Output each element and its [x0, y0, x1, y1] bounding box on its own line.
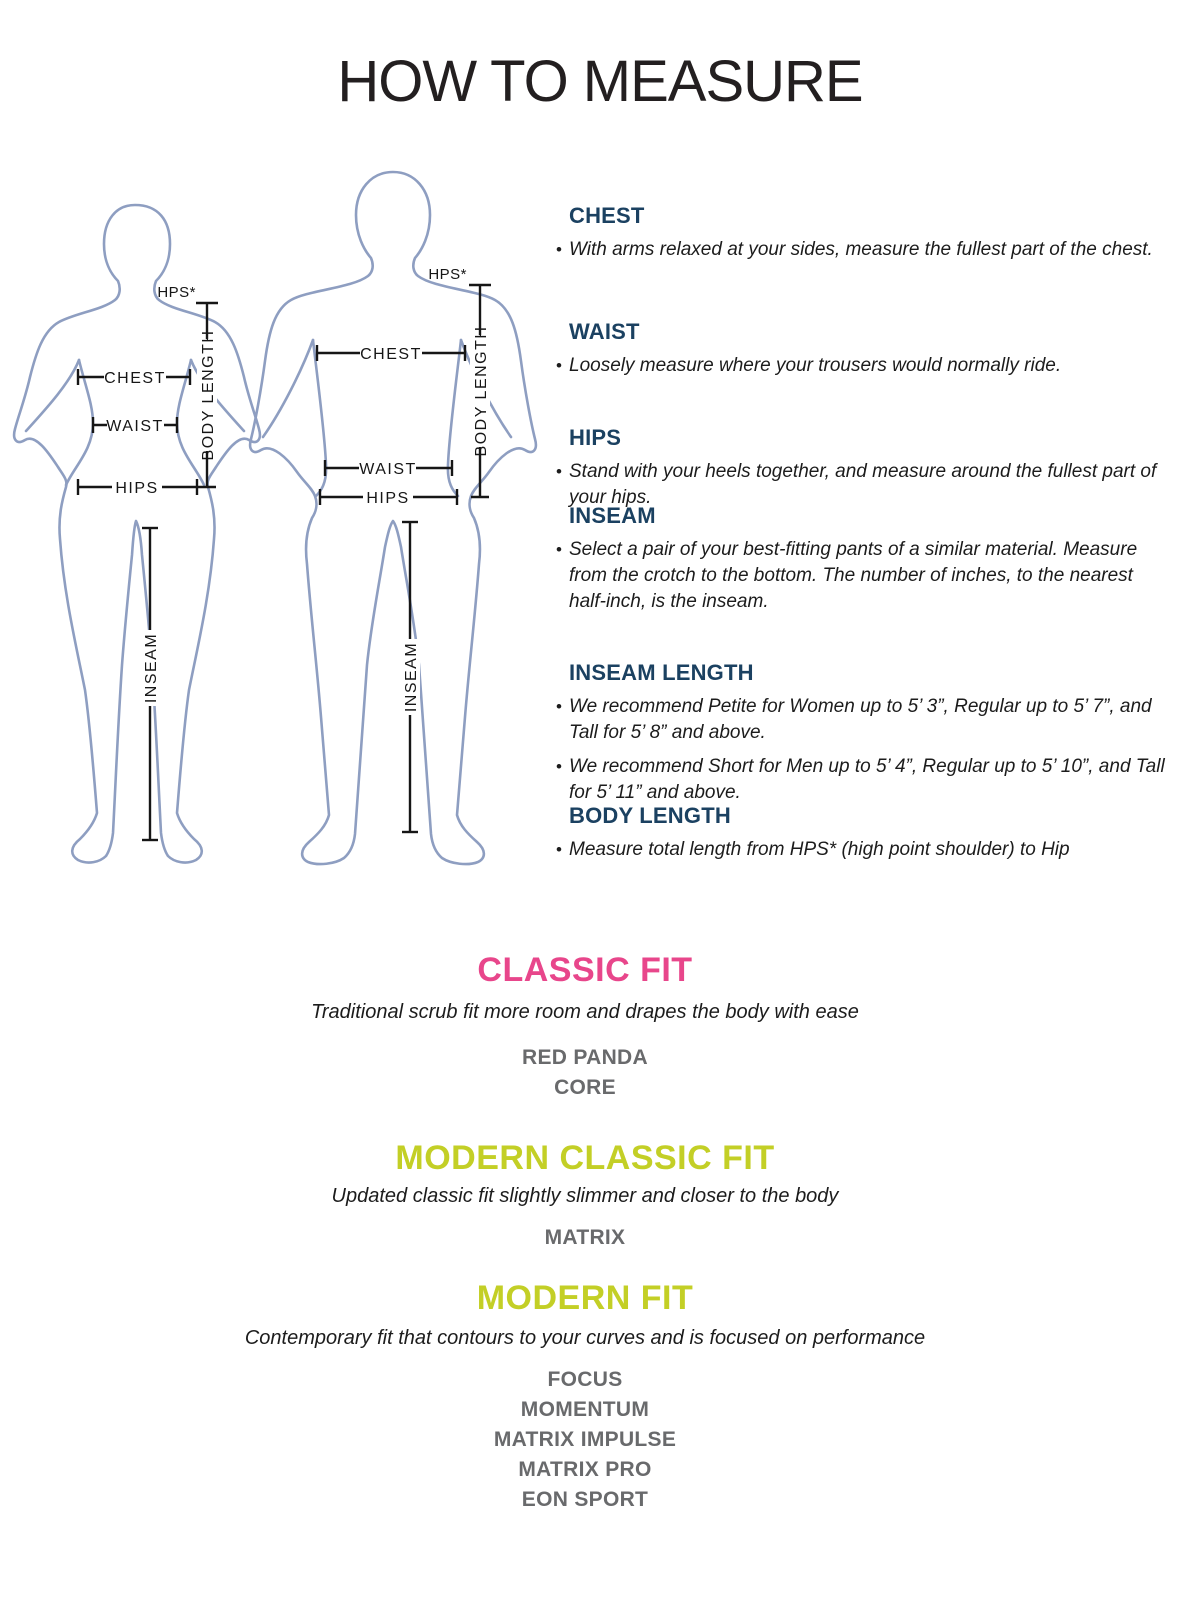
- male-hips-measure: [320, 487, 457, 507]
- female-hips-label: HIPS: [115, 480, 159, 497]
- section-body-length-heading: BODY LENGTH: [569, 803, 731, 828]
- fit-block-modern-classic: [0, 1140, 1170, 1253]
- fit-line-item: EON SPORT: [521, 1488, 649, 1511]
- fit-line-item: RED PANDA: [522, 1046, 648, 1069]
- fit-list-modern-classic: [0, 1223, 1170, 1253]
- section-chest-heading: CHEST: [569, 203, 645, 228]
- section-inseam-length-bullet-women: • We recommend Petite for Women up to 5’ 3”, Regular up to 5’ 7”, and Tall for 5’ 8” and above.: [556, 694, 1168, 746]
- male-hps-label: HPS*: [428, 266, 467, 283]
- section-body-length: [556, 803, 1168, 863]
- fit-line-item: MOMENTUM: [520, 1398, 650, 1421]
- section-hips: [556, 425, 1168, 511]
- male-body-length-measure: [428, 266, 491, 497]
- fit-line-item: CORE: [554, 1076, 616, 1099]
- male-left-arm-inner-line: [263, 340, 313, 437]
- measurement-figures-diagram: [0, 165, 540, 880]
- male-body-length-label: BODY LENGTH: [473, 325, 490, 457]
- female-figure: [14, 205, 260, 863]
- section-inseam-bullet: • Select a pair of your best-fitting pants of a similar material. Measure from the crotch to the bottom. The number of inches, to the nearest half-inch, is the inseam.: [556, 537, 1168, 615]
- fit-line-item: FOCUS: [547, 1368, 623, 1391]
- fit-block-modern: [0, 1280, 1170, 1515]
- male-figure-outline: [250, 172, 536, 864]
- female-measurements: [78, 284, 218, 840]
- section-inseam: [556, 503, 1168, 615]
- section-waist: [556, 319, 1168, 379]
- male-hips-label: HIPS: [366, 490, 410, 507]
- male-inseam-measure: [400, 522, 420, 832]
- section-inseam-length-heading: INSEAM LENGTH: [569, 660, 754, 685]
- fit-title-modern-classic: MODERN CLASSIC FIT: [395, 1139, 775, 1177]
- section-chest-bullet: • With arms relaxed at your sides, measure the fullest part of the chest.: [556, 237, 1168, 263]
- male-waist-label: WAIST: [359, 461, 417, 478]
- male-measurements: [317, 266, 491, 832]
- female-inseam-label: INSEAM: [143, 632, 160, 704]
- fit-desc-modern-classic: Updated classic fit slightly slimmer and closer to the body: [331, 1185, 839, 1207]
- fit-block-classic: [0, 952, 1170, 1103]
- male-chest-measure: [317, 343, 465, 363]
- female-hps-label: HPS*: [157, 284, 196, 301]
- male-waist-measure: [325, 458, 452, 478]
- female-waist-measure: [93, 415, 177, 435]
- female-hips-measure: [78, 477, 197, 497]
- section-inseam-heading: INSEAM: [569, 503, 656, 528]
- fit-line-item: MATRIX: [544, 1226, 626, 1249]
- fit-desc-classic: Traditional scrub fit more room and drapes the body with ease: [311, 1001, 859, 1023]
- section-hips-heading: HIPS: [569, 425, 622, 450]
- section-waist-bullet: • Loosely measure where your trousers would normally ride.: [556, 353, 1168, 379]
- fit-line-item: MATRIX IMPULSE: [493, 1428, 677, 1451]
- section-body-length-bullet: • Measure total length from HPS* (high point shoulder) to Hip: [556, 837, 1168, 863]
- fit-line-item: MATRIX PRO: [518, 1458, 652, 1481]
- female-left-arm-inner-line: [26, 360, 79, 431]
- male-figure: [250, 172, 536, 864]
- section-hips-bullet: • Stand with your heels together, and measure around the fullest part of your hips.: [556, 459, 1168, 511]
- fit-list-modern: [0, 1365, 1170, 1515]
- fit-title-modern: MODERN FIT: [476, 1279, 694, 1317]
- male-chest-label: CHEST: [360, 346, 422, 363]
- fit-list-classic: [0, 1043, 1170, 1103]
- section-chest: [556, 203, 1168, 263]
- female-chest-measure: [78, 367, 190, 387]
- female-chest-label: CHEST: [104, 370, 166, 387]
- page-title: HOW TO MEASURE: [337, 49, 863, 114]
- fit-desc-modern: Contemporary fit that contours to your curves and is focused on performance: [244, 1327, 926, 1349]
- fit-title-classic: CLASSIC FIT: [477, 951, 693, 989]
- male-inseam-label: INSEAM: [403, 641, 420, 713]
- section-inseam-length: [556, 660, 1168, 806]
- section-waist-heading: WAIST: [569, 319, 640, 344]
- female-waist-label: WAIST: [106, 418, 164, 435]
- female-body-length-label: BODY LENGTH: [200, 329, 217, 461]
- male-right-torso-line: [448, 340, 461, 496]
- section-inseam-length-bullet-men: • We recommend Short for Men up to 5’ 4”, Regular up to 5’ 10”, and Tall for 5’ 11” and above.: [556, 754, 1168, 806]
- female-figure-outline: [14, 205, 260, 863]
